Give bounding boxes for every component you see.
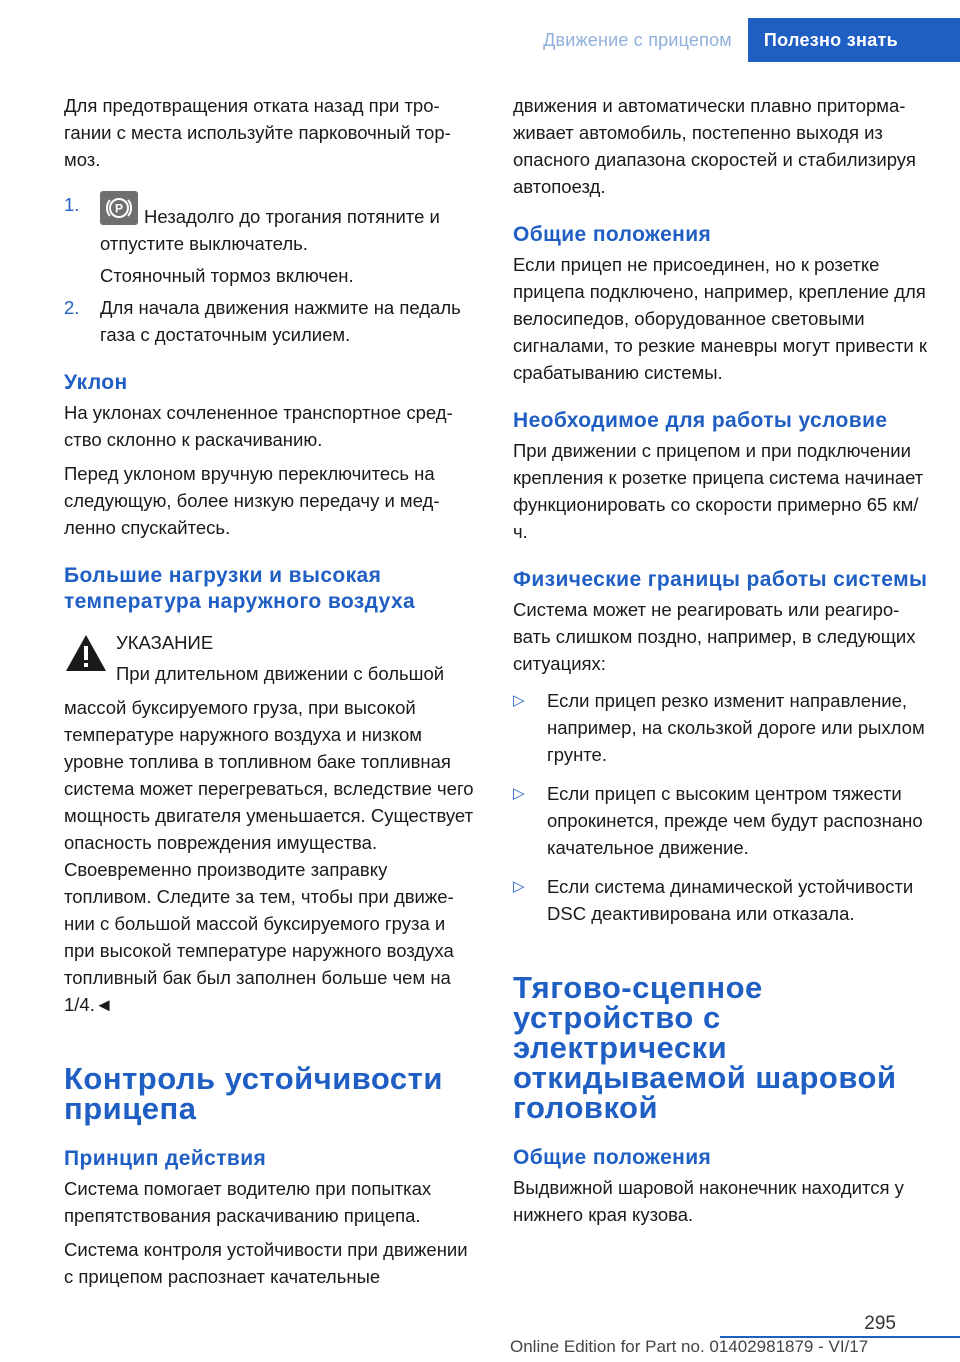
continued-paragraph: движения и автоматически плавно притормаживает автомобиль, постепенно выходя из опасного диапазона скоростей и стабилизируя автопоезд. (513, 95, 916, 197)
step-text: P Незадолго до трогания потяните и отпустите выключатель. (100, 191, 478, 257)
principle-paragraph-2: Система контроля устойчивости при движении с прицепом распознает качательные (64, 1239, 468, 1287)
slope-paragraph-1: На уклонах сочлененное транспортное средство склонно к раскачиванию. (64, 402, 453, 450)
step-1 (64, 191, 478, 289)
step-number: 1. (64, 194, 80, 215)
step-subtext: Стояночный тормоз включен. (100, 265, 354, 286)
towbar-general-paragraph: Выдвижной шаровой наконечник находится у нижнего края кузова. (513, 1177, 904, 1225)
limits-heading: Физические границы работы системы (513, 568, 928, 591)
warning-block (64, 629, 478, 1018)
main-heading-trailer-stability: Контроль устойчивости прицепа (64, 1061, 443, 1126)
condition-heading: Необходимое для работы условие (513, 409, 888, 432)
slope-heading: Уклон (64, 371, 128, 394)
svg-text:P: P (114, 201, 124, 216)
warning-first-line: При длительном движении с большой (116, 663, 445, 684)
page-number: 295 (864, 1313, 896, 1334)
principle-paragraph-1: Система помогает водителю при попытках препятствования раскачиванию прицепа. (64, 1178, 432, 1226)
warning-text: массой буксируемого груза, при высокой температуре наружного воздуха и низком уровне топлива в топливном баке топливная система может перегреваться, вследствие чего мощность двигателя уменьшается. Существует опасность повреждения имущества. Своевременно производите заправку топливом. Следите за тем, чтобы при движении с большой массой буксируемого груза и при высокой температуре наружного воздуха топливный бак был заполнен больше чем на 1/4.◄ (64, 697, 474, 1015)
page-header (527, 18, 960, 62)
condition-paragraph: При движении с прицепом и при подключении крепления к розетке прицепа система начинает функционировать со скорости примерно 65 км/ч. (513, 440, 924, 542)
main-heading-towbar: Тягово-сцепное устройство с электрически откидываемой шаровой головкой (513, 970, 897, 1125)
principle-heading: Принцип действия (64, 1147, 267, 1170)
intro-paragraph: Для предотвращения отката назад при трогании с места используйте парковочный тормоз. (64, 95, 451, 170)
chapter-tab: Полезно знать (748, 18, 960, 62)
warning-triangle-icon (64, 633, 108, 678)
warning-label: УКАЗАНИЕ (116, 632, 214, 653)
slope-paragraph-2: Перед уклоном вручную переключитесь на следующую, более низкую передачу и медленно спускайтесь. (64, 463, 440, 538)
limits-list (513, 687, 928, 927)
right-column (513, 92, 928, 1235)
list-item: ▷ Если прицеп с высоким центром тяжести опрокинется, прежде чем будут распознано качательное движение. (513, 780, 928, 861)
section-title: Движение с прицепом (543, 30, 732, 50)
step-number: 2. (64, 297, 80, 318)
edition-footer: Online Edition for Part no. 01402981879 - VI/17 (510, 1337, 869, 1356)
triangle-bullet-icon: ▷ (513, 692, 525, 709)
parking-brake-icon (100, 191, 138, 225)
left-column (64, 92, 478, 1297)
list-item: ▷ Если прицеп резко изменит направление, например, на скользкой дороге или рыхлом грунте. (513, 687, 928, 768)
steps-list (64, 191, 478, 348)
step-2 (64, 294, 478, 348)
towbar-general-heading: Общие положения (513, 1146, 712, 1169)
triangle-bullet-icon: ▷ (513, 878, 525, 895)
heavy-load-heading: Большие нагрузки и высокая температура наружного воздуха (64, 564, 416, 613)
triangle-bullet-icon: ▷ (513, 785, 525, 802)
general-heading: Общие положения (513, 223, 712, 246)
step-text: Для начала движения нажмите на педаль газа с достаточным усилием. (100, 297, 461, 345)
list-item: ▷ Если система динамической устойчивости DSC деактивирована или отказала. (513, 873, 928, 927)
limits-paragraph: Система может не реагировать или реагировать слишком поздно, например, в следующих ситуациях: (513, 599, 916, 674)
general-paragraph: Если прицеп не присоединен, но к розетке прицепа подключено, например, крепление для велосипедов, оборудованное световыми сигналами, то резкие маневры могут привести к срабатыванию системы. (513, 254, 927, 383)
